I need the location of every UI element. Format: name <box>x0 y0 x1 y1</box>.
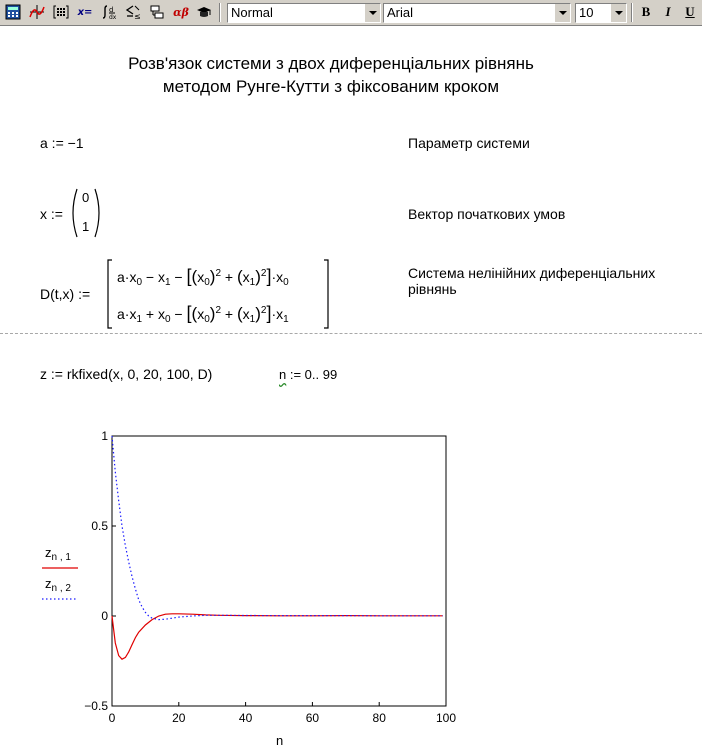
x-tick-label: 100 <box>435 711 457 725</box>
range-variable: n <box>279 367 287 382</box>
title-line-1: Розв'язок системи з двох диференціальних рівнянь <box>128 54 534 73</box>
calculator-icon[interactable] <box>3 2 23 22</box>
graph-icon[interactable] <box>27 2 47 22</box>
legend-series-2-sub: n , 2 <box>51 583 71 594</box>
italic-button[interactable]: I <box>665 4 671 19</box>
x-tick-label: 80 <box>372 711 386 725</box>
chevron-down-icon[interactable] <box>554 4 570 22</box>
svg-text:d: d <box>109 6 114 14</box>
param-comment: Параметр системи <box>408 135 530 151</box>
page-break-divider <box>0 333 702 334</box>
legend-series-1-sub: n , 1 <box>51 552 71 563</box>
plot-frame <box>112 436 446 706</box>
system-row-2: $a\cdot x_1 + x_0 - [(x_0)^2 + (x_1)^2]\cdot x_1$ <box>117 303 289 325</box>
bold-button[interactable]: B <box>641 4 651 19</box>
y-tick-label: 0.5 <box>91 519 108 533</box>
symbolic-icon[interactable] <box>194 2 214 22</box>
underline-button[interactable]: U <box>685 4 695 19</box>
chevron-down-icon[interactable] <box>364 4 380 22</box>
system-comment-line-1: Система нелінійних диференціальних <box>408 265 656 281</box>
legend-series-2 <box>45 576 71 594</box>
range-definition: := 0.. 99 <box>286 367 338 382</box>
font-select[interactable] <box>383 3 571 23</box>
system-row-1: $a\cdot x_0 - x_1 - [(x_0)^2 + (x_1)^2]\cdot x_0$ <box>117 266 289 288</box>
y-tick-label: 1 <box>101 429 108 443</box>
solve-expression[interactable]: z := rkfixed(x, 0, 20, 100, D) <box>40 366 213 382</box>
legend-line-series-2 <box>42 597 78 601</box>
evaluation-icon[interactable]: x= <box>77 6 93 18</box>
programming-icon[interactable] <box>147 2 167 22</box>
system-comment-line-2: рівнянь <box>408 281 457 297</box>
legend-series-2-main: z <box>45 576 52 591</box>
y-tick-label: 0 <box>101 609 108 623</box>
svg-text:≤: ≤ <box>134 12 141 20</box>
matrix-icon[interactable] <box>51 2 71 22</box>
size-select[interactable] <box>575 3 627 23</box>
x-tick-label: 60 <box>305 711 320 725</box>
math-toolbar <box>0 0 702 26</box>
x-tick-label: 20 <box>172 711 186 725</box>
style-select[interactable] <box>227 3 381 23</box>
chevron-down-icon[interactable] <box>610 4 626 22</box>
calculus-icon[interactable] <box>99 2 119 22</box>
style-select-value: Normal <box>231 5 273 20</box>
param-expression[interactable]: a := −1 <box>40 135 84 151</box>
title-line-2: методом Рунге-Кутти з фіксованим кроком <box>162 77 500 96</box>
svg-text:dx: dx <box>109 14 117 20</box>
range-expression[interactable] <box>279 367 337 382</box>
x-tick-label: 40 <box>238 711 253 725</box>
x-axis-label: n <box>276 733 284 748</box>
legend-line-series-1 <box>42 566 78 570</box>
size-select-value: 10 <box>579 5 594 20</box>
worksheet-title <box>90 52 572 98</box>
initial-vector-v1: 0 <box>82 190 90 205</box>
greek-icon[interactable]: αβ <box>173 5 189 19</box>
system-comment <box>408 265 655 297</box>
initial-comment: Вектор початкових умов <box>408 206 566 222</box>
system-lhs[interactable]: D(t,x) := <box>40 286 91 302</box>
boolean-icon[interactable] <box>123 2 143 22</box>
legend-series-1 <box>45 545 71 563</box>
initial-vector-lhs[interactable]: x := <box>40 206 63 222</box>
legend-series-1-main: z <box>45 545 52 560</box>
x-tick-label: 0 <box>108 711 116 725</box>
font-select-value: Arial <box>387 5 414 20</box>
initial-vector-v2: 1 <box>82 219 90 234</box>
y-tick-label: −0.5 <box>84 699 108 713</box>
